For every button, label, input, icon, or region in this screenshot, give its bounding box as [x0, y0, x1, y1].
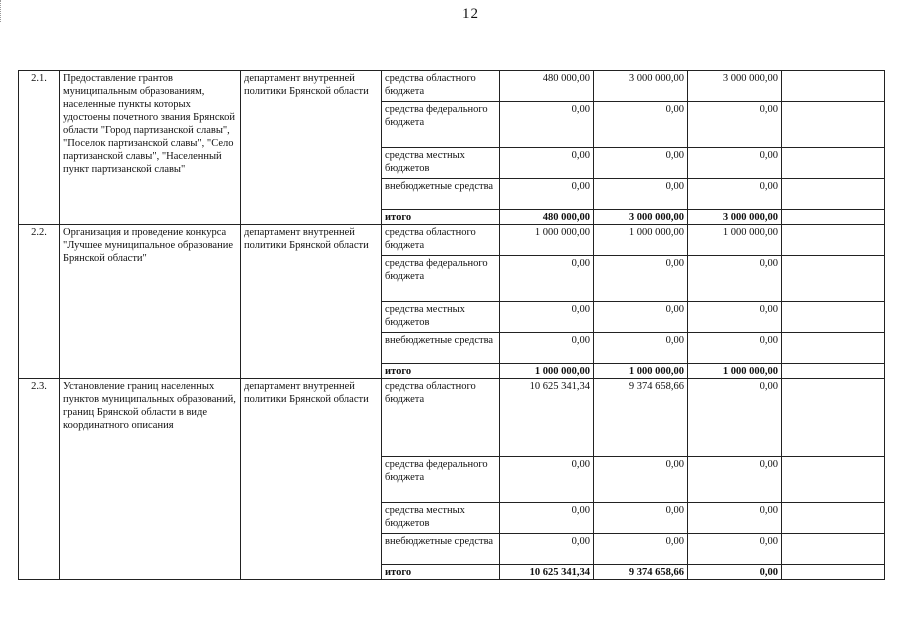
amount-year-3: 0,00	[688, 256, 782, 302]
amount-year-1: 0,00	[500, 102, 594, 148]
amount-year-1: 1 000 000,00	[500, 225, 594, 256]
amount-year-3: 0,00	[688, 333, 782, 364]
section-executor: департамент внутренней политики Брянской области	[241, 379, 382, 580]
amount-year-3: 0,00	[688, 179, 782, 210]
amount-year-2: 0,00	[594, 256, 688, 302]
amount-year-3: 1 000 000,00	[688, 225, 782, 256]
page-number: 12	[462, 6, 479, 22]
amount-year-2: 0,00	[594, 534, 688, 565]
empty-cell	[782, 102, 885, 148]
empty-cell	[782, 457, 885, 503]
funding-source: средства местных бюджетов	[382, 302, 500, 333]
amount-year-3: 0,00	[688, 102, 782, 148]
funding-source: внебюджетные средства	[382, 534, 500, 565]
total-year-1: 480 000,00	[500, 210, 594, 225]
funding-source: средства федерального бюджета	[382, 102, 500, 148]
budget-table	[18, 70, 885, 580]
amount-year-2: 0,00	[594, 179, 688, 210]
empty-cell	[782, 302, 885, 333]
funding-source: средства местных бюджетов	[382, 148, 500, 179]
funding-source: средства федерального бюджета	[382, 457, 500, 503]
total-year-1: 1 000 000,00	[500, 364, 594, 379]
total-label: итого	[382, 210, 500, 225]
amount-year-1: 0,00	[500, 302, 594, 333]
total-year-1: 10 625 341,34	[500, 565, 594, 580]
funding-source: средства местных бюджетов	[382, 503, 500, 534]
section-title: Установление границ населенных пунктов муниципальных образований, границ Брянской области в виде координатного описания	[60, 379, 241, 580]
empty-cell	[782, 333, 885, 364]
total-year-3: 3 000 000,00	[688, 210, 782, 225]
funding-source: средства областного бюджета	[382, 225, 500, 256]
amount-year-1: 0,00	[500, 457, 594, 503]
table-body	[19, 71, 885, 580]
amount-year-2: 9 374 658,66	[594, 379, 688, 457]
amount-year-3: 0,00	[688, 503, 782, 534]
amount-year-2: 0,00	[594, 457, 688, 503]
total-year-2: 1 000 000,00	[594, 364, 688, 379]
funding-source: внебюджетные средства	[382, 333, 500, 364]
funding-source: средства областного бюджета	[382, 379, 500, 457]
total-year-2: 3 000 000,00	[594, 210, 688, 225]
amount-year-2: 0,00	[594, 503, 688, 534]
total-year-3: 1 000 000,00	[688, 364, 782, 379]
empty-cell	[782, 210, 885, 225]
amount-year-1: 0,00	[500, 534, 594, 565]
total-label: итого	[382, 364, 500, 379]
amount-year-3: 0,00	[688, 534, 782, 565]
section-index: 2.2.	[19, 225, 60, 379]
amount-year-1: 0,00	[500, 256, 594, 302]
table-row	[19, 379, 885, 457]
empty-cell	[782, 503, 885, 534]
section-executor: департамент внутренней политики Брянской области	[241, 225, 382, 379]
funding-source: средства федерального бюджета	[382, 256, 500, 302]
empty-cell	[782, 364, 885, 379]
section-title: Организация и проведение конкурса "Лучшее муниципальное образование Брянской области"	[60, 225, 241, 379]
empty-cell	[782, 71, 885, 102]
amount-year-3: 0,00	[688, 302, 782, 333]
margin-mark	[0, 0, 3, 22]
empty-cell	[782, 379, 885, 457]
amount-year-1: 0,00	[500, 148, 594, 179]
amount-year-2: 1 000 000,00	[594, 225, 688, 256]
section-executor: департамент внутренней политики Брянской области	[241, 71, 382, 225]
table-row	[19, 71, 885, 102]
empty-cell	[782, 179, 885, 210]
section-title: Предоставление грантов муниципальным образованиям, населенные пункты которых удостоены почетного звания Брянской области "Город партизанской славы", "Поселок партизанской славы", "Село партизанской славы", "Населенный пункт партизанской славы"	[60, 71, 241, 225]
section-index: 2.1.	[19, 71, 60, 225]
total-year-2: 9 374 658,66	[594, 565, 688, 580]
empty-cell	[782, 148, 885, 179]
amount-year-3: 0,00	[688, 379, 782, 457]
funding-source: средства областного бюджета	[382, 71, 500, 102]
total-label: итого	[382, 565, 500, 580]
empty-cell	[782, 256, 885, 302]
amount-year-3: 3 000 000,00	[688, 71, 782, 102]
empty-cell	[782, 534, 885, 565]
funding-source: внебюджетные средства	[382, 179, 500, 210]
amount-year-1: 0,00	[500, 179, 594, 210]
amount-year-2: 3 000 000,00	[594, 71, 688, 102]
section-index: 2.3.	[19, 379, 60, 580]
amount-year-1: 0,00	[500, 503, 594, 534]
table-row	[19, 225, 885, 256]
empty-cell	[782, 225, 885, 256]
amount-year-2: 0,00	[594, 148, 688, 179]
amount-year-1: 10 625 341,34	[500, 379, 594, 457]
amount-year-2: 0,00	[594, 102, 688, 148]
amount-year-3: 0,00	[688, 148, 782, 179]
amount-year-3: 0,00	[688, 457, 782, 503]
amount-year-1: 480 000,00	[500, 71, 594, 102]
empty-cell	[782, 565, 885, 580]
amount-year-1: 0,00	[500, 333, 594, 364]
total-year-3: 0,00	[688, 565, 782, 580]
amount-year-2: 0,00	[594, 302, 688, 333]
amount-year-2: 0,00	[594, 333, 688, 364]
